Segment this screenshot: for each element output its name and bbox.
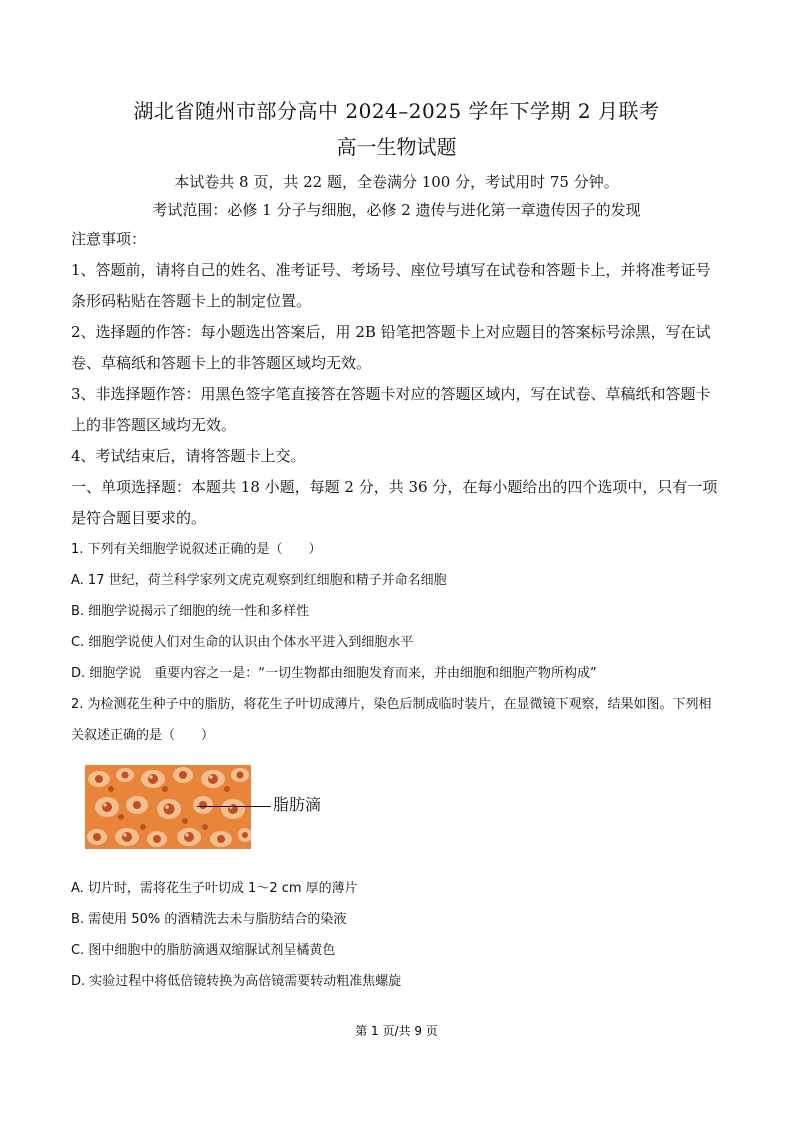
notice-item-1: 1、答题前，请将自己的姓名、准考证号、考场号、座位号填写在试卷和答题卡上，并将准考证号条形码粘贴在答题卡上的制定位置。 [71,261,711,310]
question-1-option-b: B. 细胞学说揭示了细胞的统一性和多样性 [71,604,310,619]
question-2-option-a: A. 切片时，需将花生子叶切成 1～2 cm 厚的薄片 [71,881,358,896]
figure-pointer-line [197,806,271,807]
question-2-stem: 2. 为检测花生种子中的脂肪，将花生子叶切成薄片，染色后制成临时装片，在显微镜下观察，结果如图。下列相关叙述正确的是（ ） [71,697,712,743]
exam-scope-line: 考试范围：必修 1 分子与细胞，必修 2 遗传与进化第一章遗传因子的发现 [152,201,641,219]
question-1-stem: 1. 下列有关细胞学说叙述正确的是（ ） [71,542,322,557]
exam-subtitle: 高一生物试题 [336,135,457,159]
page-footer: 第 1 页/共 9 页 [355,1024,438,1038]
notice-heading: 注意事项： [71,230,147,248]
exam-title: 湖北省随州市部分高中 2024–2025 学年下学期 2 月联考 [133,99,660,123]
question-1-option-a: A. 17 世纪，荷兰科学家列文虎克观察到红细胞和精子并命名细胞 [71,573,447,588]
notice-item-3: 3、非选择题作答：用黑色签字笔直接答在答题卡对应的答题区域内，写在试卷、草稿纸和答题卡上的非答题区域均无效。 [71,385,711,434]
question-1-option-d: D. 细胞学说 重要内容之一是：“一切生物都由细胞发育而来，并由细胞和细胞产物所构成” [71,666,597,681]
microscope-image [85,765,251,849]
question-2-option-d: D. 实验过程中将低倍镜转换为高倍镜需要转动粗准焦螺旋 [71,974,402,989]
notice-item-4: 4、考试结束后，请将答题卡上交。 [71,447,306,465]
exam-info-line: 本试卷共 8 页，共 22 题，全卷满分 100 分，考试用时 75 分钟。 [174,173,619,191]
figure-label-fat-droplet: 脂肪滴 [273,795,322,814]
question-2-option-b: B. 需使用 50% 的酒精洗去未与脂肪结合的染液 [71,912,347,927]
question-2-option-c: C. 图中细胞中的脂肪滴遇双缩脲试剂呈橘黄色 [71,943,336,958]
question-2-figure [71,757,722,869]
question-1-option-c: C. 细胞学说使人们对生命的认识由个体水平进入到细胞水平 [71,635,414,650]
section-1-heading: 一、单项选择题：本题共 18 小题，每题 2 分，共 36 分，在每小题给出的四个选项中，只有一项是符合题目要求的。 [71,478,718,527]
notice-item-2: 2、选择题的作答：每小题选出答案后，用 2B 铅笔把答题卡上对应题目的答案标号涂黑，写在试卷、草稿纸和答题卡上的非答题区域均无效。 [71,323,711,372]
